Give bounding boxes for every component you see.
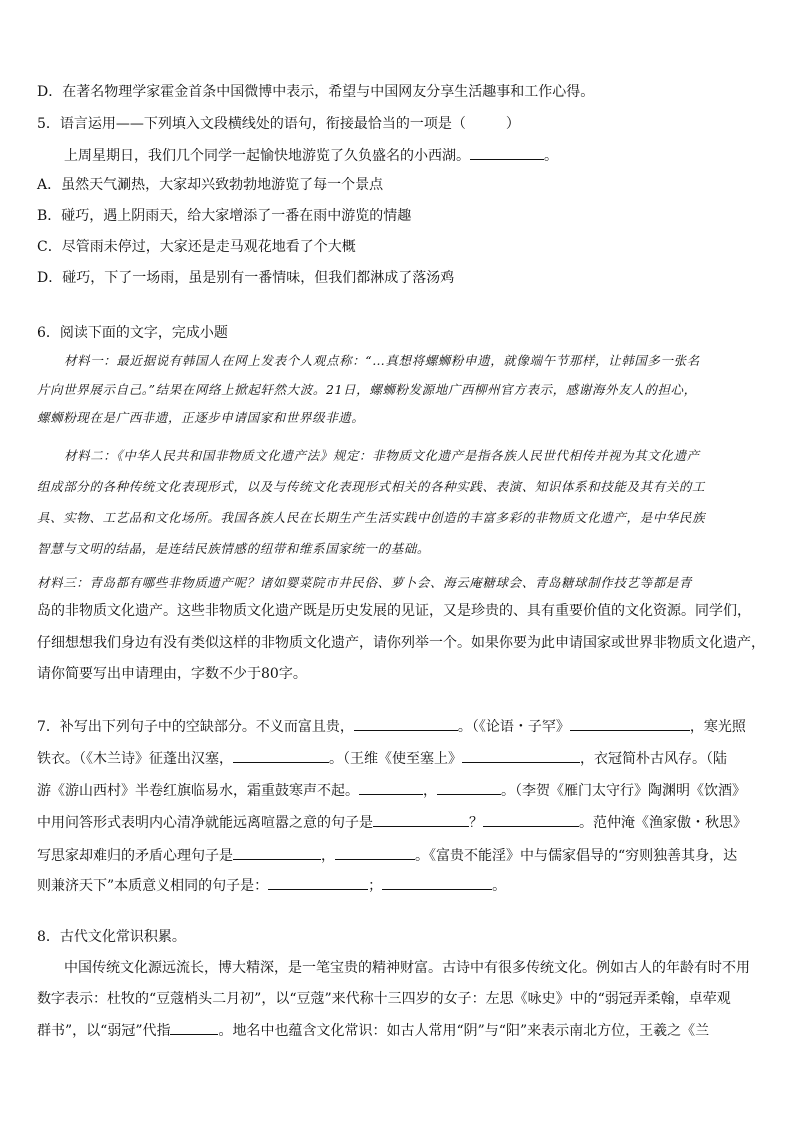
q7-line-1 bbox=[37, 716, 746, 737]
fill-blank[interactable] bbox=[470, 145, 544, 160]
fill-blank[interactable] bbox=[483, 812, 579, 827]
q5-passage-text: 上周星期日，我们几个同学一起愉快地游览了久负盛名的小西湖。 bbox=[64, 148, 470, 164]
fill-blank[interactable] bbox=[354, 716, 458, 731]
q7-text: 铁衣。（《木兰诗》征蓬出汉塞， bbox=[37, 751, 233, 767]
fill-blank[interactable] bbox=[373, 812, 469, 827]
q7-text: ， bbox=[321, 848, 335, 864]
q5-passage-end: 。 bbox=[544, 148, 558, 164]
q7-text: 。《富贵不能淫》中与儒家倡导的“穷则独善其身，达 bbox=[415, 848, 738, 864]
q5-option-d: D．碰巧，下了一场雨，虽是别有一番情味，但我们都淋成了落汤鸡 bbox=[37, 270, 455, 286]
material-3-line-1: 材料三：青岛都有哪些非物质遗产呢？诸如婴菜院市井民俗、萝卜会、海云庵糖球会、青岛糖球制作技艺等都是青 bbox=[37, 575, 693, 590]
q7-text: 写思家却难归的矛盾心理句子是 bbox=[37, 848, 233, 864]
q7-text: ； bbox=[368, 878, 383, 894]
q7-text: ？ bbox=[469, 815, 483, 831]
material-3-line-4: 请你简要写出申请理由，字数不少于80字。 bbox=[37, 666, 307, 682]
q5-option-c: C．尽管雨未停过，大家还是走马观花地看了个大概 bbox=[37, 239, 356, 255]
material-2-line-2: 组成部分的各种传统文化表现形式，以及与传统文化表现形式相关的各种实践、表演、知识体系和技能及其有关的工 bbox=[37, 479, 706, 494]
fill-blank[interactable] bbox=[170, 1020, 218, 1035]
q7-text: 7．补写出下列句子中的空缺部分。不义而富且贵， bbox=[37, 719, 354, 735]
q7-line-6 bbox=[37, 875, 506, 896]
q8-line-3 bbox=[37, 1020, 709, 1041]
q7-text: 中用问答形式表明内心清净就能远离喧嚣之意的句子是 bbox=[37, 815, 373, 831]
q7-text: 。（王维《使至塞上》 bbox=[329, 751, 462, 767]
q7-text: ，衣冠简朴古风存。（陆 bbox=[580, 751, 727, 767]
q6-stem: 6．阅读下面的文字，完成小题 bbox=[37, 325, 228, 341]
q7-text: 。范仲淹《渔家傲・秋思》 bbox=[579, 815, 747, 831]
q5-stem-text: 5．语言运用——下列填入文段横线处的语句，衔接最恰当的一项是（ bbox=[37, 116, 466, 132]
q8-line-1: 中国传统文化源远流长，博大精深，是一笔宝贵的精神财富。古诗中有很多传统文化。例如古人的年龄有时不用 bbox=[64, 960, 750, 976]
q5-passage bbox=[64, 145, 558, 166]
q5-option-a: A．虽然天气涮热，大家却兴致勃勃地游览了每一个景点 bbox=[37, 177, 384, 193]
q7-line-2 bbox=[37, 748, 727, 769]
fill-blank[interactable] bbox=[462, 748, 580, 763]
q7-line-3 bbox=[37, 780, 746, 801]
fill-blank[interactable] bbox=[359, 780, 423, 795]
material-1-line-1: 材料一：最近据说有韩国人在网上发表个人观点称：“…真想将螺蛳粉申遗，就像端午节那样，让韩国多一张名 bbox=[64, 353, 700, 368]
material-3-line-3: 仔细想想我们身边有没有类似这样的非物质文化遗产，请你列举一个。如果你要为此申请国家或世界非物质文化遗产， bbox=[37, 635, 765, 651]
fill-blank[interactable] bbox=[268, 875, 368, 890]
q8-stem: 8．古代文化常识积累。 bbox=[37, 929, 186, 945]
q7-text: 。（《论语・子罕》 bbox=[457, 719, 570, 735]
q5-stem bbox=[37, 114, 520, 134]
q7-text: 。 bbox=[492, 878, 507, 894]
q7-text: 。（李贺《雁门太守行》陶渊明《饮酒》 bbox=[501, 783, 746, 799]
q7-text: ， bbox=[423, 783, 437, 799]
q7-text: 则兼济天下”本质意义相同的句子是： bbox=[37, 878, 269, 894]
q5-option-b: B．碰巧，遇上阴雨天，给大家增添了一番在雨中游览的情趣 bbox=[37, 208, 412, 224]
material-2-line-1: 材料二：《中华人民共和国非物质文化遗产法》规定：非物质文化遗产是指各族人民世代相传并视为其文化遗产 bbox=[64, 448, 700, 463]
fill-blank[interactable] bbox=[335, 845, 415, 860]
q8-line-2: 数字表示：杜牧的“豆蔻梢头二月初”，以“豆蔻”来代称十三四岁的女子：左思《咏史》中的“弱冠弄柔翰，卓荦观 bbox=[37, 991, 731, 1007]
q7-text: 游《游山西村》半卷红旗临易水，霜重鼓寒声不起。 bbox=[37, 783, 359, 799]
q4-option-d: D．在著名物理学家霍金首条中国微博中表示，希望与中国网友分享生活趣事和工作心得。 bbox=[37, 84, 595, 100]
q7-line-4 bbox=[37, 812, 747, 833]
q8-text: 群书”，以“弱冠”代指 bbox=[37, 1023, 171, 1039]
fill-blank[interactable] bbox=[233, 748, 329, 763]
fill-blank[interactable] bbox=[437, 780, 501, 795]
material-1-line-2: 片向世界展示自己。”结果在网络上掀起轩然大波。21日，螺蛳粉发源地广西柳州官方表示，感谢海外友人的担心， bbox=[37, 382, 697, 397]
q5-stem-close: ） bbox=[505, 116, 520, 132]
q8-text: 。地名中也蕴含文化常识：如古人常用“阴”与“阳”来表示南北方位，王羲之《兰 bbox=[218, 1023, 710, 1039]
q7-text: ，寒光照 bbox=[689, 719, 746, 735]
q7-line-5 bbox=[37, 845, 737, 866]
material-1-line-3: 螺蛳粉现在是广西非遗，正逐步申请国家和世界级非遗。 bbox=[37, 410, 365, 425]
material-2-line-4: 智慧与文明的结晶，是连结民族情感的纽带和维系国家统一的基础。 bbox=[37, 541, 431, 556]
fill-blank[interactable] bbox=[233, 845, 321, 860]
material-3-line-2: 岛的非物质文化遗产。这些非物质文化遗产既是历史发展的见证，又是珍贵的、具有重要价值的文化资源。同学们， bbox=[37, 603, 751, 619]
material-2-line-3: 具、实物、工艺品和文化场所。我国各族人民在长期生产生活实践中创造的丰富多彩的非物质文化遗产，是中华民族 bbox=[37, 510, 706, 525]
fill-blank[interactable] bbox=[570, 716, 690, 731]
fill-blank[interactable] bbox=[382, 875, 492, 890]
